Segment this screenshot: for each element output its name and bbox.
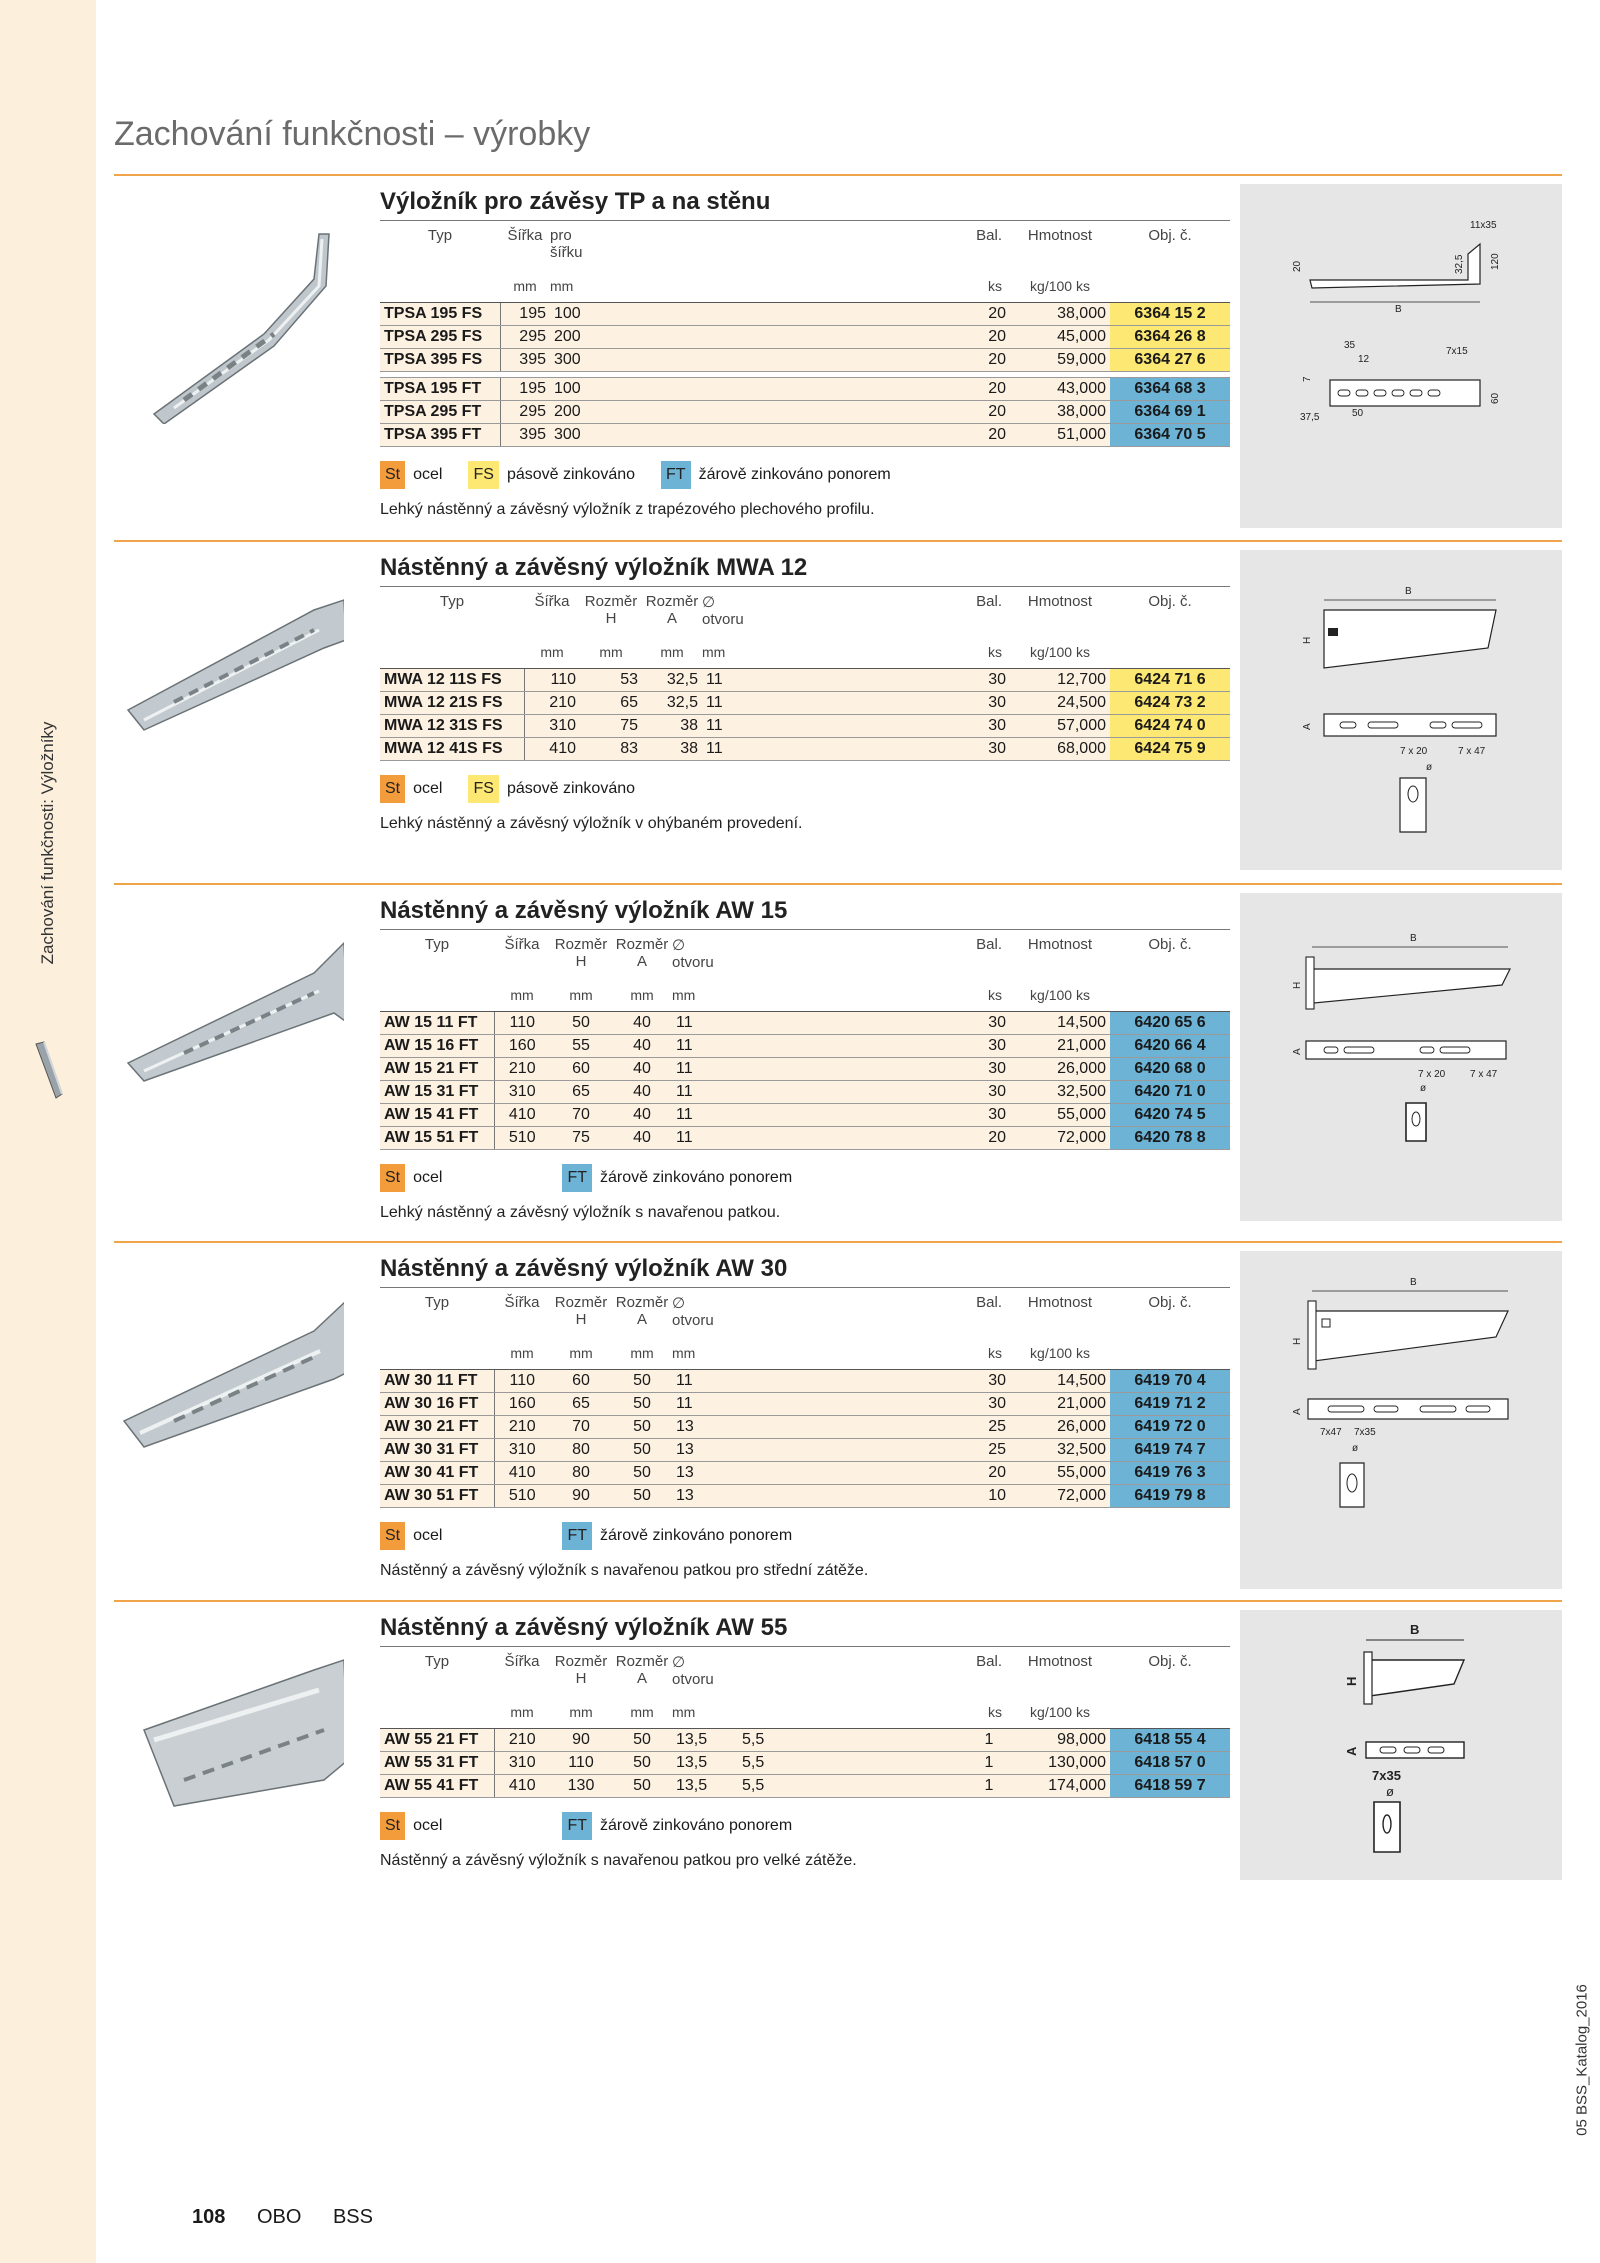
- dim-diameter: ø: [1386, 1784, 1394, 1799]
- spec-table-tpsa: [380, 220, 1230, 447]
- order-number: 6418 59 7: [1110, 1775, 1230, 1798]
- product-photo-aw55: [114, 1630, 344, 1850]
- order-number: 6364 68 3: [1110, 378, 1230, 401]
- col-h-l1: Rozměr: [584, 593, 638, 610]
- dim-h: H: [1292, 981, 1303, 989]
- legend-text: pásově zinkováno: [506, 466, 636, 483]
- title-rule: [114, 174, 1562, 176]
- table-row: AW 15 31 FT 310 65 40 11 30 32,500 6420 71 0: [380, 1081, 1230, 1104]
- unit-sirka: mm: [494, 980, 550, 1012]
- unit-bal: ks: [968, 637, 1010, 669]
- product-block-tpsa: [380, 184, 1230, 519]
- dim-7: 7: [1302, 376, 1313, 382]
- table-row: MWA 12 31S FS 310 75 38 11 30 57,000 6424 74 0: [380, 715, 1230, 738]
- unit-hmotnost: kg/100 ks: [1010, 980, 1110, 1012]
- col-otvor-l1: ∅: [672, 1295, 686, 1312]
- dim-diameter: ø: [1352, 1443, 1359, 1454]
- col-otvor-l1: ∅: [702, 594, 716, 611]
- order-number: 6418 55 4: [1110, 1729, 1230, 1752]
- legend-text: žárově zinkováno ponorem: [698, 466, 891, 483]
- badge-ft: FT: [661, 461, 691, 489]
- order-number: 6364 15 2: [1110, 303, 1230, 326]
- col-typ: Typ: [380, 1288, 494, 1338]
- dim-32: 32,5: [1454, 254, 1465, 274]
- dim-slot-1: 7 x 20: [1400, 746, 1428, 757]
- unit-a: mm: [642, 637, 702, 669]
- table-row: AW 55 21 FT 210 90 50 13,5 5,5 1 98,000 6418 55 4: [380, 1729, 1230, 1752]
- col-a-l1: Rozměr: [645, 593, 699, 610]
- product-block-aw55: [380, 1610, 1230, 1870]
- dim-60: 60: [1490, 392, 1501, 404]
- unit-pro: mm: [550, 271, 968, 303]
- order-number: 6419 70 4: [1110, 1370, 1230, 1393]
- unit-sirka: mm: [494, 1338, 550, 1370]
- unit-otvor: mm: [672, 980, 968, 1012]
- order-number: 6419 79 8: [1110, 1485, 1230, 1508]
- col-otvor: [672, 1288, 968, 1338]
- product-photo-aw15: [114, 913, 344, 1133]
- section-rule: [114, 1600, 1562, 1602]
- col-h-l2: H: [575, 1670, 587, 1687]
- unit-h: mm: [550, 980, 612, 1012]
- col-a-l1: Rozměr: [615, 1294, 669, 1311]
- dim-b: B: [1410, 1277, 1417, 1288]
- order-number: 6419 74 7: [1110, 1439, 1230, 1462]
- badge-fs: FS: [468, 461, 498, 489]
- table-row: AW 30 21 FT 210 70 50 13 25 26,000 6419 72 0: [380, 1416, 1230, 1439]
- footer-brand: OBO: [256, 2206, 302, 2228]
- unit-otvor: mm: [702, 637, 968, 669]
- col-h-l1: Rozměr: [554, 1653, 608, 1670]
- unit-hmotnost: kg/100 ks: [1010, 271, 1110, 303]
- col-sirka: Šířka: [500, 221, 550, 271]
- spec-table-aw55: [380, 1646, 1230, 1798]
- col-typ: Typ: [380, 1647, 494, 1697]
- legend-text: pásově zinkováno: [506, 780, 636, 797]
- description: Nástěnný a závěsný výložník s navařenou patkou pro velké zátěže.: [380, 1852, 857, 1869]
- legend-text: ocel: [413, 1169, 443, 1186]
- badge-st: St: [380, 1522, 405, 1550]
- dim-35: 35: [1344, 340, 1356, 351]
- dim-slot-2: 7 x 47: [1470, 1069, 1498, 1080]
- page-footer: [192, 2206, 373, 2229]
- sidebar-band: [0, 0, 96, 2263]
- legend-text: ocel: [413, 780, 443, 797]
- unit-bal: ks: [968, 271, 1010, 303]
- order-number: 6364 69 1: [1110, 401, 1230, 424]
- table-row: AW 30 31 FT 310 80 50 13 25 32,500 6419 74 7: [380, 1439, 1230, 1462]
- dim-h: H: [1302, 636, 1313, 644]
- unit-hmotnost: kg/100 ks: [1010, 1338, 1110, 1370]
- bracket-thumbnail-icon: [32, 1040, 66, 1100]
- table-row: TPSA 295 FT 295 200 20 38,000 6364 69 1: [380, 401, 1230, 424]
- col-pro-l2: šířku: [550, 244, 583, 261]
- col-a: [612, 1288, 672, 1338]
- section-title: Nástěnný a závěsný výložník MWA 12: [380, 554, 808, 581]
- product-photo-mwa12: [114, 570, 344, 790]
- col-sirka: Šířka: [524, 587, 580, 637]
- col-pro: [550, 221, 968, 271]
- col-a: [612, 1647, 672, 1697]
- order-number: 6364 70 5: [1110, 424, 1230, 447]
- section-rule: [114, 883, 1562, 885]
- dim-slot-2: 7 x 47: [1458, 746, 1486, 757]
- table-row: AW 15 11 FT 110 50 40 11 30 14,500 6420 65 6: [380, 1012, 1230, 1035]
- col-h: [550, 1647, 612, 1697]
- table-row: AW 30 16 FT 160 65 50 11 30 21,000 6419 71 2: [380, 1393, 1230, 1416]
- col-obj: Obj. č.: [1110, 930, 1230, 980]
- table-row: AW 30 51 FT 510 90 50 13 10 72,000 6419 79 8: [380, 1485, 1230, 1508]
- col-a-l1: Rozměr: [615, 936, 669, 953]
- footer-line: BSS: [332, 2206, 373, 2228]
- order-number: 6424 71 6: [1110, 669, 1230, 692]
- unit-sirka: mm: [524, 637, 580, 669]
- col-a: [642, 587, 702, 637]
- unit-otvor: mm: [672, 1338, 968, 1370]
- dim-a: A: [1344, 1746, 1359, 1756]
- col-bal: Bal.: [968, 1647, 1010, 1697]
- col-otvor-l2: otvoru: [702, 611, 744, 628]
- table-row: TPSA 395 FT 395 300 20 51,000 6364 70 5: [380, 424, 1230, 447]
- table-row: MWA 12 11S FS 110 53 32,5 11 30 12,700 6424 71 6: [380, 669, 1230, 692]
- unit-hmotnost: kg/100 ks: [1010, 1697, 1110, 1729]
- col-h-l2: H: [605, 610, 617, 627]
- unit-sirka: mm: [494, 1697, 550, 1729]
- col-bal: Bal.: [968, 930, 1010, 980]
- col-pro-l1: pro: [550, 227, 572, 244]
- order-number: 6419 76 3: [1110, 1462, 1230, 1485]
- col-otvor-l1: ∅: [672, 937, 686, 954]
- order-number: 6420 66 4: [1110, 1035, 1230, 1058]
- col-otvor-l2: otvoru: [672, 954, 714, 971]
- technical-drawing-tpsa: [1240, 184, 1562, 528]
- description: Lehký nástěnný a závěsný výložník z trapézového plechového profilu.: [380, 501, 875, 518]
- table-row: MWA 12 41S FS 410 83 38 11 30 68,000 6424 75 9: [380, 738, 1230, 761]
- product-block-aw15: [380, 893, 1230, 1222]
- dim-b: B: [1410, 1622, 1420, 1637]
- legend: [380, 1164, 1230, 1192]
- dim-diameter: ø: [1426, 762, 1433, 773]
- col-a-l2: A: [636, 1311, 647, 1328]
- unit-h: mm: [580, 637, 642, 669]
- col-otvor-l2: otvoru: [672, 1671, 714, 1688]
- col-a-l1: Rozměr: [615, 1653, 669, 1670]
- order-number: 6364 26 8: [1110, 326, 1230, 349]
- badge-fs: FS: [468, 775, 498, 803]
- col-h: [550, 1288, 612, 1338]
- col-otvor-l1: ∅: [672, 1654, 686, 1671]
- dim-b: B: [1410, 933, 1417, 944]
- col-obj: Obj. č.: [1110, 1647, 1230, 1697]
- col-a-l2: A: [636, 953, 647, 970]
- col-h-l2: H: [575, 953, 587, 970]
- col-typ: Typ: [380, 930, 494, 980]
- badge-st: St: [380, 1812, 405, 1840]
- table-row: AW 55 31 FT 310 110 50 13,5 5,5 1 130,000 6418 57 0: [380, 1752, 1230, 1775]
- section-rule: [114, 1241, 1562, 1243]
- unit-bal: ks: [968, 980, 1010, 1012]
- unit-h: mm: [550, 1697, 612, 1729]
- table-row: AW 15 51 FT 510 75 40 11 20 72,000 6420 78 8: [380, 1127, 1230, 1150]
- order-number: 6420 71 0: [1110, 1081, 1230, 1104]
- col-otvor: [702, 587, 968, 637]
- table-row: MWA 12 21S FS 210 65 32,5 11 30 24,500 6424 73 2: [380, 692, 1230, 715]
- product-block-mwa12: [380, 550, 1230, 833]
- dim-50: 50: [1352, 408, 1364, 419]
- col-sirka: Šířka: [494, 930, 550, 980]
- spec-table-aw15: [380, 929, 1230, 1150]
- col-otvor: [672, 1647, 968, 1697]
- order-number: 6424 75 9: [1110, 738, 1230, 761]
- table-row: TPSA 195 FS 195 100 20 38,000 6364 15 2: [380, 303, 1230, 326]
- legend: [380, 461, 1230, 489]
- dim-slot-1: 7x47: [1320, 1427, 1342, 1438]
- page-number: 108: [192, 2206, 226, 2228]
- dim-a: A: [1302, 723, 1313, 730]
- order-number: 6420 78 8: [1110, 1127, 1230, 1150]
- unit-h: mm: [550, 1338, 612, 1370]
- dim-slot-2: 7x35: [1354, 1427, 1376, 1438]
- dim-h: H: [1292, 1337, 1303, 1345]
- legend-text: žárově zinkováno ponorem: [600, 1817, 793, 1834]
- technical-drawing-aw55: [1240, 1610, 1562, 1880]
- col-otvor: [672, 930, 968, 980]
- badge-ft: FT: [562, 1812, 592, 1840]
- badge-st: St: [380, 775, 405, 803]
- side-chapter-label: Zachování funkčnosti: Výložníky: [38, 721, 57, 965]
- col-h: [580, 587, 642, 637]
- legend-text: ocel: [413, 1817, 443, 1834]
- catalog-label: 05 BSS_Katalog_2016: [1573, 1984, 1591, 2136]
- col-sirka: Šířka: [494, 1647, 550, 1697]
- col-typ: Typ: [380, 221, 500, 271]
- col-hmotnost: Hmotnost: [1010, 1288, 1110, 1338]
- product-block-aw30: [380, 1251, 1230, 1580]
- col-hmotnost: Hmotnost: [1010, 930, 1110, 980]
- order-number: 6420 65 6: [1110, 1012, 1230, 1035]
- order-number: 6419 72 0: [1110, 1416, 1230, 1439]
- table-row: AW 55 41 FT 410 130 50 13,5 5,5 1 174,000 6418 59 7: [380, 1775, 1230, 1798]
- badge-ft: FT: [562, 1164, 592, 1192]
- col-hmotnost: Hmotnost: [1010, 221, 1110, 271]
- technical-drawing-aw30: [1240, 1251, 1562, 1589]
- col-bal: Bal.: [968, 1288, 1010, 1338]
- table-row: TPSA 195 FT 195 100 20 43,000 6364 68 3: [380, 378, 1230, 401]
- description: Nástěnný a závěsný výložník s navařenou patkou pro střední zátěže.: [380, 1562, 869, 1579]
- table-row: AW 15 21 FT 210 60 40 11 30 26,000 6420 68 0: [380, 1058, 1230, 1081]
- unit-bal: ks: [968, 1338, 1010, 1370]
- badge-st: St: [380, 1164, 405, 1192]
- order-number: 6420 68 0: [1110, 1058, 1230, 1081]
- dim-slot-1: 7 x 20: [1418, 1069, 1446, 1080]
- col-hmotnost: Hmotnost: [1010, 1647, 1110, 1697]
- spec-table-aw30: [380, 1287, 1230, 1508]
- technical-drawing-aw15: [1240, 893, 1562, 1221]
- dim-20: 20: [1292, 260, 1303, 272]
- legend-text: ocel: [413, 466, 443, 483]
- legend: [380, 775, 1230, 803]
- col-a-l2: A: [636, 1670, 647, 1687]
- col-bal: Bal.: [968, 587, 1010, 637]
- table-row: AW 15 16 FT 160 55 40 11 30 21,000 6420 66 4: [380, 1035, 1230, 1058]
- legend-text: žárově zinkováno ponorem: [600, 1527, 793, 1544]
- order-number: 6420 74 5: [1110, 1104, 1230, 1127]
- dim-120: 120: [1490, 253, 1501, 270]
- table-row: TPSA 395 FS 395 300 20 59,000 6364 27 6: [380, 349, 1230, 372]
- unit-a: mm: [612, 1338, 672, 1370]
- dim-37: 37,5: [1300, 412, 1320, 423]
- col-otvor-l2: otvoru: [672, 1312, 714, 1329]
- order-number: 6424 74 0: [1110, 715, 1230, 738]
- unit-bal: ks: [968, 1697, 1010, 1729]
- spec-table-mwa12: [380, 586, 1230, 761]
- col-h-l1: Rozměr: [554, 1294, 608, 1311]
- badge-ft: FT: [562, 1522, 592, 1550]
- col-h-l2: H: [575, 1311, 587, 1328]
- page-title: Zachování funkčnosti – výrobky: [114, 115, 591, 153]
- col-a: [612, 930, 672, 980]
- product-photo-tpsa: [114, 204, 344, 424]
- order-number: 6419 71 2: [1110, 1393, 1230, 1416]
- dim-a: A: [1292, 1048, 1303, 1055]
- dim-slot: 11x35: [1470, 220, 1497, 231]
- dim-h: H: [1344, 1676, 1359, 1686]
- legend: [380, 1522, 1230, 1550]
- order-number: 6364 27 6: [1110, 349, 1230, 372]
- col-a-l2: A: [666, 610, 677, 627]
- col-h-l1: Rozměr: [554, 936, 608, 953]
- dim-b: B: [1395, 304, 1402, 315]
- section-title: Výložník pro závěsy TP a na stěnu: [380, 188, 771, 215]
- badge-st: St: [380, 461, 405, 489]
- dim-b: B: [1405, 586, 1412, 597]
- col-h: [550, 930, 612, 980]
- dim-7x15: 7x15: [1446, 346, 1468, 357]
- section-title: Nástěnný a závěsný výložník AW 15: [380, 897, 788, 924]
- legend: [380, 1812, 1230, 1840]
- unit-a: mm: [612, 1697, 672, 1729]
- col-hmotnost: Hmotnost: [1010, 587, 1110, 637]
- unit-a: mm: [612, 980, 672, 1012]
- dim-diameter: ø: [1420, 1083, 1427, 1094]
- unit-hmotnost: kg/100 ks: [1010, 637, 1110, 669]
- product-photo-aw30: [114, 1271, 344, 1491]
- col-bal: Bal.: [968, 221, 1010, 271]
- col-obj: Obj. č.: [1110, 221, 1230, 271]
- table-row: TPSA 295 FS 295 200 20 45,000 6364 26 8: [380, 326, 1230, 349]
- table-row: AW 15 41 FT 410 70 40 11 30 55,000 6420 74 5: [380, 1104, 1230, 1127]
- unit-sirka: mm: [500, 271, 550, 303]
- order-number: 6418 57 0: [1110, 1752, 1230, 1775]
- col-typ: Typ: [380, 587, 524, 637]
- legend-text: ocel: [413, 1527, 443, 1544]
- table-row: AW 30 11 FT 110 60 50 11 30 14,500 6419 70 4: [380, 1370, 1230, 1393]
- col-obj: Obj. č.: [1110, 587, 1230, 637]
- section-title: Nástěnný a závěsný výložník AW 30: [380, 1255, 788, 1282]
- dim-12: 12: [1358, 354, 1370, 365]
- col-obj: Obj. č.: [1110, 1288, 1230, 1338]
- unit-otvor: mm: [672, 1697, 968, 1729]
- description: Lehký nástěnný a závěsný výložník v ohýbaném provedení.: [380, 815, 803, 832]
- order-number: 6424 73 2: [1110, 692, 1230, 715]
- section-title: Nástěnný a závěsný výložník AW 55: [380, 1614, 788, 1641]
- section-rule: [114, 540, 1562, 542]
- description: Lehký nástěnný a závěsný výložník s navařenou patkou.: [380, 1204, 781, 1221]
- technical-drawing-mwa12: [1240, 550, 1562, 870]
- table-row: AW 30 41 FT 410 80 50 13 20 55,000 6419 76 3: [380, 1462, 1230, 1485]
- dim-slot: 7x35: [1372, 1768, 1401, 1783]
- legend-text: žárově zinkováno ponorem: [600, 1169, 793, 1186]
- dim-a: A: [1292, 1408, 1303, 1415]
- col-sirka: Šířka: [494, 1288, 550, 1338]
